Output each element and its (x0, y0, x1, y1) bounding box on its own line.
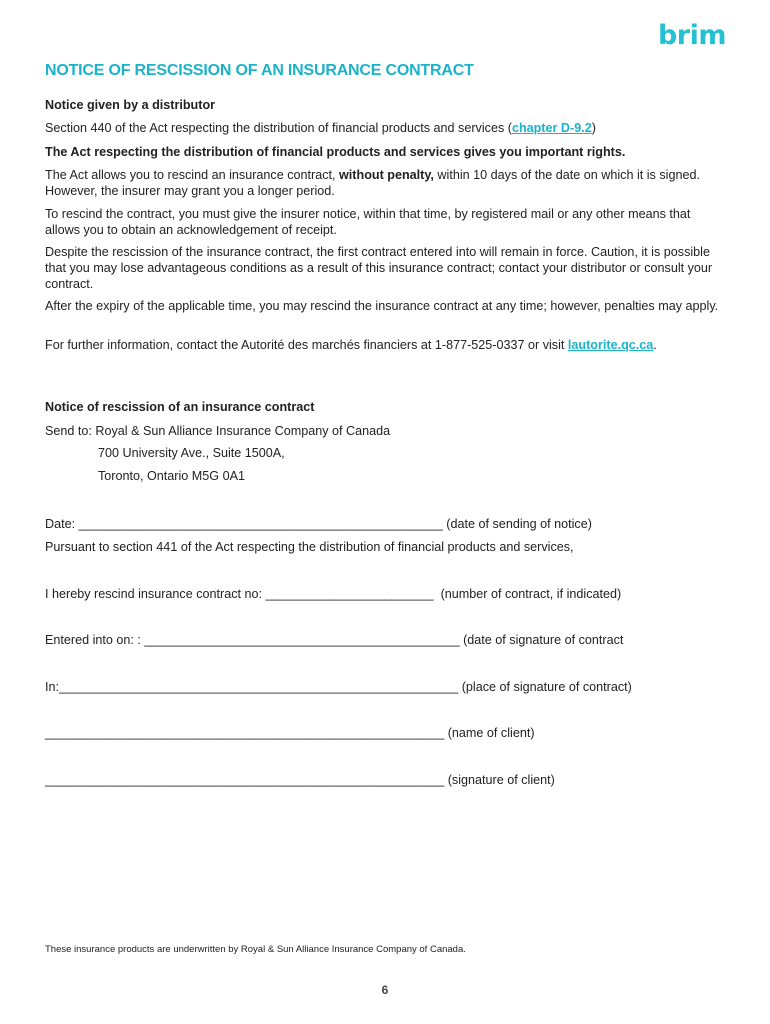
send-to-line: Send to: Royal & Sun Alliance Insurance Company of Canada (45, 424, 391, 438)
brim-logo: brim (657, 20, 726, 51)
paragraph-without-penalty (45, 167, 725, 199)
place-field[interactable]: In:_________________________________________________________ (place of signature of contract) (45, 680, 632, 694)
p5-text-b: . (653, 338, 657, 352)
address-line-2: Toronto, Ontario M5G 0A1 (98, 469, 245, 483)
section-line-suffix: ) (591, 121, 596, 135)
p1-text-b: within 10 days of the date on which it is signed. However, the insurer may grant you a longer period. (45, 168, 700, 198)
distributor-subheading: Notice given by a distributor (45, 98, 216, 112)
date-field[interactable]: Date: ____________________________________________________ (date of sending of notice) (45, 517, 592, 531)
section-line-prefix: Section 440 of the Act respecting the distribution of financial products and services ( (45, 121, 512, 135)
contract-number-field[interactable]: I hereby rescind insurance contract no: ________________________ (number of contract, if indicated) (45, 587, 622, 601)
rights-statement: The Act respecting the distribution of financial products and services gives you important rights. (45, 145, 626, 159)
paragraph-rescind-notice: To rescind the contract, you must give the insurer notice, within that time, by registered mail or any other means that allows you to obtain an acknowledgement of receipt. (45, 207, 691, 237)
paragraph-expiry: After the expiry of the applicable time, you may rescind the insurance contract at any time; however, penalties may apply. (45, 299, 719, 313)
entered-into-field[interactable]: Entered into on: : _____________________________________________ (date of signature of contract (45, 633, 624, 647)
p5-text-a: For further information, contact the Autorité des marchés financiers at 1-877-525-0337 or visit (45, 338, 568, 352)
page-title: NOTICE OF RESCISSION OF AN INSURANCE CONTRACT (45, 62, 474, 79)
lautorite-link[interactable]: lautorite.qc.ca (567, 338, 654, 352)
pursuant-line: Pursuant to section 441 of the Act respecting the distribution of financial products and services, (45, 540, 574, 554)
paragraph-further-info (45, 337, 725, 353)
chapter-link[interactable]: chapter D-9.2 (511, 121, 592, 135)
section-440-line (45, 120, 725, 136)
page-number: 6 (381, 983, 389, 997)
p1-bold: without penalty, (339, 168, 434, 182)
p1-text-a: The Act allows you to rescind an insurance contract, (45, 168, 340, 182)
address-line-1: 700 University Ave., Suite 1500A, (98, 446, 285, 460)
paragraph-caution: Despite the rescission of the insurance contract, the first contract entered into will remain in force. Caution, it is possible that you may lose advantageous conditions as a result of this insurance contract; contact your distributor or consult your contract. (45, 245, 713, 291)
client-signature-field[interactable]: _________________________________________________________ (signature of client) (45, 773, 555, 787)
client-name-field[interactable]: _________________________________________________________ (name of client) (45, 726, 535, 740)
notice-heading: Notice of rescission of an insurance contract (45, 400, 315, 414)
underwriter-note: These insurance products are underwritten by Royal & Sun Alliance Insurance Company of Canada. (45, 944, 466, 955)
